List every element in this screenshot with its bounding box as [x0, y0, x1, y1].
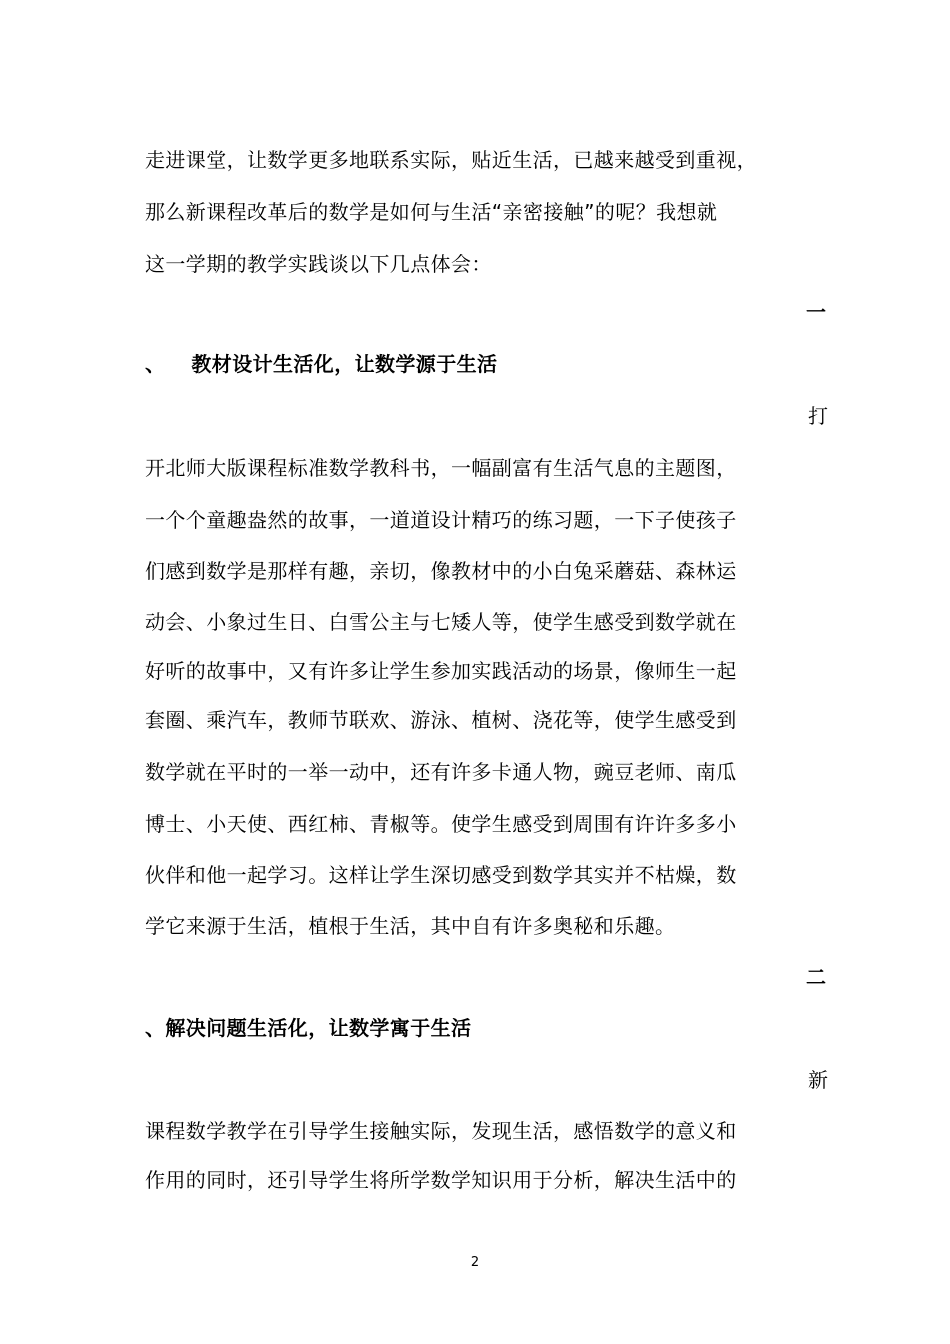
section1-heading [145, 350, 497, 378]
section1-line-3: 们感到数学是那样有趣，亲切，像教材中的小白兔采蘑菇、森林运 [145, 559, 737, 583]
section2-heading: 、解决问题生活化，让数学寓于生活 [145, 1016, 472, 1040]
page-number: 2 [470, 1255, 480, 1270]
section2-lead-char: 新 [808, 1068, 828, 1092]
section1-line-1: 开北师大版课程标准数学教科书，一幅副富有生活气息的主题图， [145, 456, 737, 480]
section2-line-2: 作用的同时，还引导学生将所学数学知识用于分析，解决生活中的 [145, 1168, 737, 1192]
section2-number: 二 [806, 965, 826, 989]
section1-line-8: 博士、小天使、西红柿、青椒等。使学生感受到周围有许许多多小 [145, 812, 737, 836]
section1-line-5: 好听的故事中，又有许多让学生参加实践活动的场景，像师生一起 [145, 659, 737, 683]
section1-heading-text: 教材设计生活化，让数学源于生活 [191, 352, 498, 376]
section1-line-4: 动会、小象过生日、白雪公主与七矮人等，使学生感受到数学就在 [145, 610, 737, 634]
section1-number: 一 [806, 300, 826, 324]
section1-line-10: 学它来源于生活，植根于生活，其中自有许多奥秘和乐趣。 [145, 914, 676, 938]
section1-line-9: 伙伴和他一起学习。这样让学生深切感受到数学其实并不枯燥，数 [145, 863, 737, 887]
section1-line-2: 一个个童趣盎然的故事，一道道设计精巧的练习题，一下子使孩子 [145, 508, 737, 532]
intro-line-2: 那么新课程改革后的数学是如何与生活“亲密接触”的呢？我想就 [145, 200, 718, 224]
section1-lead-char: 打 [808, 404, 828, 428]
intro-line-3: 这一学期的教学实践谈以下几点体会： [145, 252, 492, 276]
section2-line-1: 课程数学教学在引导学生接触实际，发现生活，感悟数学的意义和 [145, 1119, 737, 1143]
section1-line-6: 套圈、乘汽车，教师节联欢、游泳、植树、浇花等，使学生感受到 [145, 708, 737, 732]
section1-line-7: 数学就在平时的一举一动中，还有许多卡通人物，豌豆老师、南瓜 [145, 760, 737, 784]
section1-heading-prefix: 、 [145, 352, 166, 376]
intro-line-1: 走进课堂，让数学更多地联系实际，贴近生活，已越来越受到重视， [145, 148, 757, 172]
